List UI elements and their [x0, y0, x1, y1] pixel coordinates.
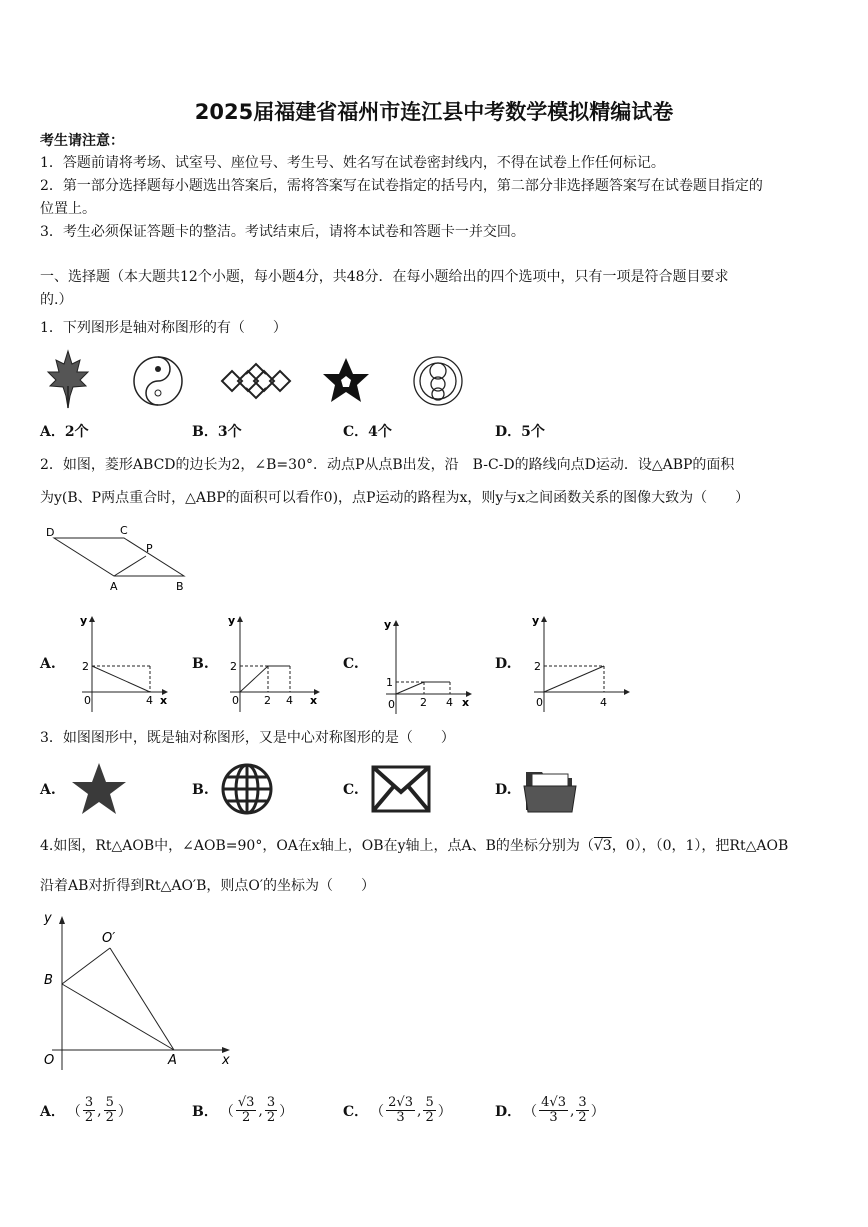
- folder-icon: [520, 762, 580, 818]
- q1-option-b: B．3个: [192, 424, 242, 440]
- notice-item-2: 2．第一部分选择题每小题选出答案后，需将答案写在试卷指定的括号内，第二部分非选择题答案写在试卷题目指定的: [40, 178, 763, 194]
- q3-option-c: C.: [343, 782, 359, 798]
- svg-text:0: 0: [536, 696, 543, 709]
- section-heading-cont: 的.）: [40, 292, 73, 308]
- q4-option-c: C． （ $\frac{2√3}{3}$ , $\frac{5}{2}$ ）: [343, 1095, 452, 1125]
- svg-text:y: y: [44, 911, 52, 926]
- q4-triangle-figure: [38, 906, 238, 1072]
- svg-text:4: 4: [446, 696, 453, 709]
- svg-text:x: x: [310, 694, 318, 707]
- sqrt3: √3: [593, 838, 612, 854]
- maple-leaf-icon: [48, 351, 88, 408]
- notice-item-3: 3．考生必须保证答题卡的整洁。考试结束后，请将本试卷和答题卡一并交回。: [40, 224, 525, 240]
- svg-text:x: x: [462, 696, 470, 709]
- page-title: 2025届福建省福州市连江县中考数学模拟精编试卷: [194, 100, 674, 124]
- svg-text:B: B: [44, 973, 53, 988]
- svg-text:O′: O′: [102, 931, 116, 946]
- q3-option-d: D.: [495, 782, 512, 798]
- star-icon: [68, 760, 130, 820]
- label-a: A: [110, 580, 118, 593]
- notice-heading: 考生请注意：: [40, 133, 124, 149]
- q2-option-d: D.: [495, 656, 512, 672]
- svg-text:0: 0: [84, 694, 91, 707]
- nested-circles-icon: [414, 357, 462, 405]
- svg-text:4: 4: [286, 694, 293, 707]
- svg-text:2: 2: [420, 696, 427, 709]
- label-p: P: [146, 542, 153, 555]
- knot-pattern-icon: [222, 364, 290, 398]
- q4-option-d: D． （ $\frac{4√3}{3}$ , $\frac{3}{2}$ ）: [495, 1095, 605, 1125]
- pentagon-flower-icon: [323, 358, 369, 402]
- q2-option-c: C.: [343, 656, 359, 672]
- label-d: D: [46, 526, 55, 539]
- svg-text:y: y: [80, 614, 88, 627]
- globe-icon: [218, 760, 276, 818]
- svg-text:A: A: [168, 1053, 177, 1068]
- notice-item-2-cont: 位置上。: [40, 201, 96, 217]
- q2-text-line2: 为y(B、P两点重合时，△ABP的面积可以看作0)，点P运动的路程为x，则y与x之间函数关系的图像大致为（ ）: [40, 490, 750, 506]
- q1-figures: [40, 346, 470, 412]
- svg-text:1: 1: [386, 676, 393, 689]
- q2-option-b: B.: [192, 656, 209, 672]
- svg-text:y: y: [228, 614, 236, 627]
- notice-item-1: 1．答题前请将考场、试室号、座位号、考生号、姓名写在试卷密封线内，不得在试卷上作任何标记。: [40, 155, 665, 171]
- envelope-icon: [370, 764, 432, 816]
- q2-rhombus-figure: [40, 522, 200, 598]
- q2-graph-a: [74, 612, 174, 716]
- q3-text: 3．如图图形中，既是轴对称图形，又是中心对称图形的是（ ）: [40, 730, 455, 746]
- q1-option-a: A．2个: [40, 424, 89, 440]
- svg-text:2: 2: [264, 694, 271, 707]
- svg-text:4: 4: [600, 696, 607, 709]
- label-c: C: [120, 524, 128, 537]
- q2-text-line1: 2．如图，菱形ABCD的边长为2，∠B=30°．动点P从点B出发，沿 B-C-D的路线向点D运动．设△ABP的面积: [40, 457, 735, 473]
- svg-text:2: 2: [230, 660, 237, 673]
- q1-option-c: C．4个: [343, 424, 392, 440]
- q4-text-line2: 沿着AB对折得到Rt△AO′B，则点O′的坐标为（ ）: [40, 878, 376, 894]
- svg-text:2: 2: [82, 660, 89, 673]
- svg-text:0: 0: [232, 694, 239, 707]
- svg-text:0: 0: [388, 698, 395, 711]
- q1-text: 1．下列图形是轴对称图形的有（ ）: [40, 320, 287, 336]
- q4-text-line1: 4.如图，Rt△AOB中，∠AOB=90°，OA在x轴上，OB在y轴上，点A、B的坐标分别为（√3，0），（0，1），把Rt△AOB: [40, 838, 789, 854]
- q2-graph-b: [222, 612, 326, 716]
- q4-option-a: A． （ $\frac{3}{2}$ , $\frac{5}{2}$ ）: [40, 1095, 132, 1125]
- svg-text:O: O: [44, 1053, 55, 1068]
- section-heading: 一、选择题（本大题共12个小题，每小题4分，共48分．在每小题给出的四个选项中，只有一项是符合题目要求: [40, 269, 729, 285]
- q2-graph-c: [378, 616, 478, 716]
- q3-option-b: B.: [192, 782, 209, 798]
- svg-text:y: y: [532, 614, 540, 627]
- q4-option-b: B． （ $\frac{√3}{2}$ , $\frac{3}{2}$ ）: [192, 1095, 294, 1125]
- q2-graph-d: [526, 612, 634, 716]
- svg-text:y: y: [384, 618, 392, 631]
- svg-text:x: x: [160, 694, 168, 707]
- yin-yang-icon: [134, 357, 182, 405]
- svg-text:x: x: [222, 1053, 230, 1068]
- q3-option-a: A.: [40, 782, 56, 798]
- q2-option-a: A.: [40, 656, 56, 672]
- label-b: B: [176, 580, 184, 593]
- svg-text:4: 4: [146, 694, 153, 707]
- q1-option-d: D．5个: [495, 424, 545, 440]
- svg-text:2: 2: [534, 660, 541, 673]
